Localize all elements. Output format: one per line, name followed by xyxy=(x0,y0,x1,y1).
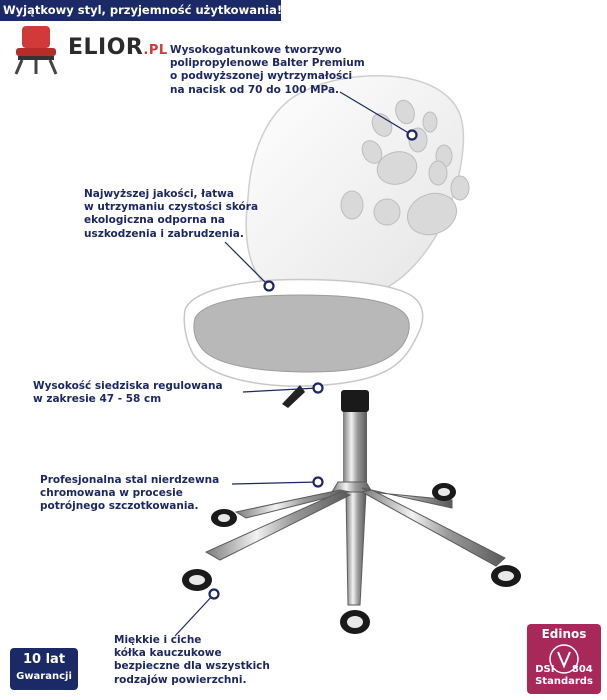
feature-material: Wysokogatunkowe tworzywo polipropylenowe Balter Premium o podwyższonej wytrzymałości na nacisk od 70 do 100 MPa. xyxy=(170,44,365,96)
feature-wheels: Miękkie i ciche kółka kauczukowe bezpieczne dla wszystkich rodzajów powierzchni. xyxy=(114,634,270,686)
feature-steel: Profesjonalna stal nierdzewna chromowana w procesie potrójnego szczotkowania. xyxy=(40,474,220,513)
certificate-code: DSI 804 xyxy=(535,664,593,675)
star-base xyxy=(206,482,505,605)
gas-cylinder xyxy=(343,412,367,482)
certificate-title: Edinos xyxy=(541,627,587,641)
certificate-badge xyxy=(527,624,601,694)
feature-height: Wysokość siedziska regulowana w zakresie 47 - 58 cm xyxy=(33,380,223,406)
certificate-seal-icon xyxy=(527,642,601,676)
chair-seat-cushion xyxy=(194,295,409,372)
chair-backrest xyxy=(246,76,463,306)
guarantee-years: 10 lat xyxy=(22,652,66,667)
guarantee-badge xyxy=(10,648,78,690)
certificate-label: Standards xyxy=(535,676,593,687)
guarantee-label: Gwarancji xyxy=(16,671,72,682)
top-banner: Wyjątkowy styl, przyjemność użytkowania! xyxy=(0,0,281,21)
brand-name: ELIOR.PL xyxy=(68,35,168,60)
gas-cylinder-top xyxy=(341,390,369,412)
feature-upholstery: Najwyższej jakości, łatwa w utrzymaniu czystości skóra ekologiczna odporna na uszkodzenia i zabrudzenia. xyxy=(84,188,259,240)
